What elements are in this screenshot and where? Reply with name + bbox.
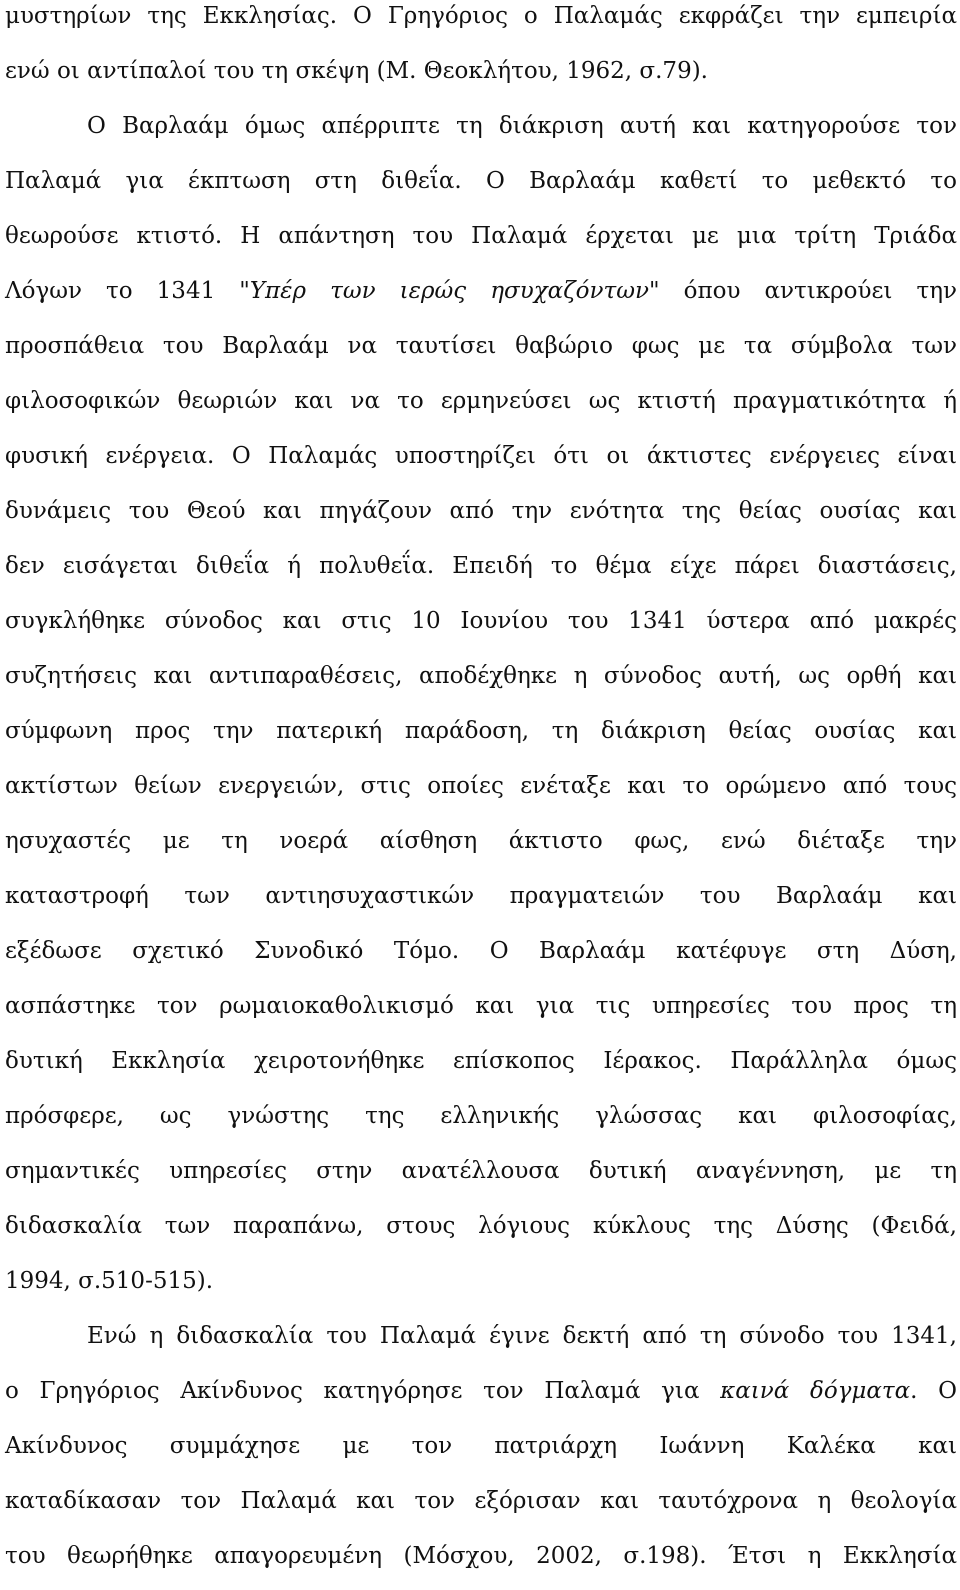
italic-phrase: καινά δόγματα: [720, 1378, 911, 1404]
text-line: καταστροφή των αντιησυχαστικών πραγματειών του Βαρλαάμ και: [5, 883, 957, 909]
text-line: ακτίστων θείων ενεργειών, στις οποίες ενέταξε και το ορώμενο από τους: [5, 773, 957, 799]
text-line: θεωρούσε κτιστό. Η απάντηση του Παλαμά έρχεται με μια τρίτη Τριάδα: [5, 223, 957, 249]
text-line: Ακίνδυνος συμμάχησε με τον πατριάρχη Ιωάννη Καλέκα και: [5, 1433, 957, 1459]
document-page: [5, 0, 957, 1584]
text-line: ενώ οι αντίπαλοί του τη σκέψη (Μ. Θεοκλήτου, 1962, σ.79).: [5, 58, 708, 84]
text-line: Παλαμά για έκπτωση στη διθεΐα. Ο Βαρλαάμ καθετί το μεθεκτό το: [5, 168, 957, 194]
text-line: [5, 1364, 957, 1419]
italic-title: "Υπέρ των ιερώς ησυχαζόντων": [239, 278, 660, 304]
text-line: πρόσφερε, ως γνώστης της ελληνικής γλώσσας και φιλοσοφίας,: [5, 1103, 957, 1129]
text-line: Ο Βαρλαάμ όμως απέρριπτε τη διάκριση αυτή και κατηγορούσε τον: [87, 113, 957, 139]
text-line: δυτική Εκκλησία χειροτονήθηκε επίσκοπος Ιέρακος. Παράλληλα όμως: [5, 1048, 957, 1074]
text-line: Ενώ η διδασκαλία του Παλαμά έγινε δεκτή από τη σύνοδο του 1341,: [87, 1323, 957, 1349]
text-line: προσπάθεια του Βαρλαάμ να ταυτίσει θαβώριο φως με τα σύμβολα των: [5, 333, 957, 359]
text-line: δυνάμεις του Θεού και πηγάζουν από την ενότητα της θείας ουσίας και: [5, 498, 957, 524]
text-line: συγκλήθηκε σύνοδος και στις 10 Ιουνίου του 1341 ύστερα από μακρές: [5, 608, 957, 634]
text-line: συζητήσεις και αντιπαραθέσεις, αποδέχθηκε η σύνοδος αυτή, ως ορθή και: [5, 663, 957, 689]
text-line: φυσική ενέργεια. Ο Παλαμάς υποστηρίζει ότι οι άκτιστες ενέργειες είναι: [5, 443, 957, 469]
text-run: Λόγων το 1341: [5, 278, 240, 304]
text-run: ο Γρηγόριος Ακίνδυνος κατηγόρησε τον Παλαμά για: [5, 1378, 721, 1404]
text-line: εξέδωσε σχετικό Συνοδικό Τόμο. Ο Βαρλαάμ κατέφυγε στη Δύση,: [5, 938, 957, 964]
text-run: . Ο: [910, 1378, 957, 1404]
text-line: σημαντικές υπηρεσίες στην ανατέλλουσα δυτική αναγέννηση, με τη: [5, 1158, 957, 1184]
text-line: [5, 264, 957, 319]
text-line: δεν εισάγεται διθεΐα ή πολυθεΐα. Επειδή το θέμα είχε πάρει διαστάσεις,: [5, 553, 957, 579]
text-line: 1994, σ.510-515).: [5, 1268, 214, 1294]
text-line: μυστηρίων της Εκκλησίας. Ο Γρηγόριος ο Παλαμάς εκφράζει την εμπειρία: [5, 3, 957, 29]
text-line: σύμφωνη προς την πατερική παράδοση, τη διάκριση θείας ουσίας και: [5, 718, 957, 744]
text-line: ασπάστηκε τον ρωμαιοκαθολικισμό και για τις υπηρεσίες του προς τη: [5, 993, 957, 1019]
text-line: ησυχαστές με τη νοερά αίσθηση άκτιστο φως, ενώ διέταξε την: [5, 828, 957, 854]
text-run: όπου αντικρούει την: [659, 278, 957, 304]
text-line: του θεωρήθηκε απαγορευμένη (Μόσχου, 2002, σ.198). Έτσι η Εκκλησία: [5, 1543, 957, 1569]
text-line: φιλοσοφικών θεωριών και να το ερμηνεύσει ως κτιστή πραγματικότητα ή: [5, 388, 957, 414]
text-line: διδασκαλία των παραπάνω, στους λόγιους κύκλους της Δύσης (Φειδά,: [5, 1213, 957, 1239]
text-line: καταδίκασαν τον Παλαμά και τον εξόρισαν και ταυτόχρονα η θεολογία: [5, 1488, 957, 1514]
